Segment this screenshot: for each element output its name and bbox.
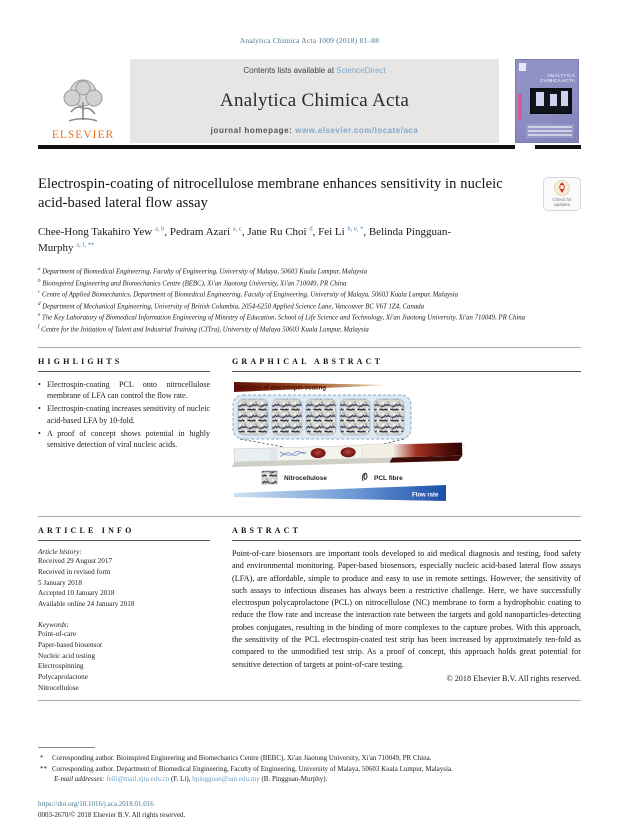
journal-header bbox=[38, 59, 581, 143]
highlights-heading: HIGHLIGHTS bbox=[38, 357, 123, 366]
journal-banner bbox=[130, 59, 499, 143]
elsevier-tree-icon bbox=[55, 76, 111, 128]
header-divider bbox=[38, 145, 581, 149]
email1-suffix: (F. Li), bbox=[169, 775, 193, 784]
homepage-line bbox=[211, 126, 419, 135]
article-history-label: Article history: bbox=[38, 548, 82, 556]
history-line: Received 29 August 2017 bbox=[38, 557, 113, 565]
flow-rate-label: Flow rate bbox=[412, 492, 439, 499]
history-line: Accepted 10 January 2018 bbox=[38, 589, 115, 598]
highlight-item: • Electrospin-coating increases sensitivity of nucleic acid-based LFA by 10-fold. bbox=[38, 403, 210, 425]
affiliation: $^a$ Department of Biomedical Engineering, Faculty of Engineering, University of Malaya, 50603 Kuala Lumpur, Malaysia bbox=[38, 267, 368, 276]
homepage-link[interactable]: www.elsevier.com/locate/aca bbox=[295, 126, 419, 135]
affiliation: $^c$ Centre of Applied Biomechanics, Department of Biomedical Engineering, Faculty of Engineering, University of Malaya, 50603 Kuala Lumpur, Malaysia bbox=[38, 290, 458, 299]
email-label: E-mail addresses: bbox=[54, 775, 107, 784]
issn-copyright: 0003-2670/© 2018 Elsevier B.V. All rights reserved. bbox=[38, 810, 186, 819]
ga-legend bbox=[262, 471, 403, 484]
lfa-strip bbox=[232, 442, 466, 468]
black-bar-cover bbox=[535, 145, 581, 149]
email2-suffix: (B. Pingguan-Murphy). bbox=[259, 775, 328, 784]
abstract-rule bbox=[232, 540, 581, 541]
keyword: Electrospinning bbox=[38, 662, 84, 671]
highlight-item: • A proof of concept shows potential in highly sensitive detection of viral nucleic acids. bbox=[38, 428, 210, 450]
history-line: 5 January 2018 bbox=[38, 578, 82, 587]
doi-link[interactable]: https://doi.org/10.1016/j.aca.2018.01.016 bbox=[38, 800, 154, 809]
check-updates-icon bbox=[554, 180, 570, 196]
graphical-abstract-rule bbox=[232, 371, 581, 372]
article-info-heading: ARTICLE INFO bbox=[38, 526, 135, 535]
nitrocellulose-label: Nitrocellulose bbox=[284, 475, 327, 482]
check-updates-label: Check for updates bbox=[552, 197, 572, 208]
duration-arrow-label: Duration of electrospin-coating bbox=[237, 385, 327, 392]
keyword: Polycaprolactone bbox=[38, 673, 88, 682]
keyword: Point-of-care bbox=[38, 629, 76, 638]
cover-bottom-band bbox=[526, 124, 574, 138]
author-list bbox=[38, 224, 458, 257]
keyword: Paper-based biosensor bbox=[38, 640, 103, 649]
footnote-rule bbox=[38, 747, 95, 748]
keyword: Nitrocellulose bbox=[38, 683, 79, 692]
article-title: Electrospin-coating of nitrocellulose membrane enhances sensitivity in nucleic acid-based lateral flow assay bbox=[38, 176, 503, 211]
cover-title: ANALYTICA CHIMICA ACTA bbox=[539, 73, 575, 84]
history-line: Available online 24 January 2018 bbox=[38, 600, 135, 609]
black-bar-main bbox=[38, 145, 515, 149]
elsevier-logo[interactable] bbox=[38, 59, 128, 143]
affiliation: $^f$ Centre for the Initiation of Talent and Industrial Training (CITra), University of Malaya 50603 Kuala Lumpur, Malaysia bbox=[38, 324, 369, 333]
elsevier-wordmark: ELSEVIER bbox=[51, 129, 115, 141]
cover-artwork bbox=[530, 88, 572, 114]
graphical-abstract-figure bbox=[232, 379, 581, 508]
journal-title: Analytica Chimica Acta bbox=[219, 89, 410, 111]
author: Fei Li $^{b, e, *}$, bbox=[318, 225, 369, 238]
sciencedirect-link[interactable]: ScienceDirect bbox=[336, 66, 386, 75]
contents-prefix: Contents lists available at bbox=[243, 66, 337, 75]
corresponding-author-note-1: * Corresponding author. Bioinspired Engineering and Biomechanics Centre (BEBC), Xi'an Jiaotong University, Xi'an 710049, PR China. bbox=[40, 753, 432, 762]
contents-line bbox=[243, 66, 385, 75]
abstract-text: Point-of-care biosensors are important tools developed to aid medical diagnosis and testing, food safety and environmental monitoring. Paper-based biosensors, especially nucleic acid-based lateral flow assays (LFA), are affordable, simple to produce and easy to use in remote settings. However, the sensitivity of such assays to infectious diseases has always been a restrictive challenge. Here, we have successfully electrospun polycaprolactone (PCL) on nitrocellulose (NC) membrane to form a hydrophobic coating to reduce the flow rate and increase the interaction rate between the targets and gold nanoparticles-detecting probes conjugates, resulting in the binding of more complexes to the capture probes. With this approach, the sensitivity of the PCL electrospin-coated test strip has been increased by approximately ten-fold as compared to the unmodified test strip. As a proof of concept, this approach holds great potential for sensitive detection of targets at point-of-care testing. bbox=[232, 549, 581, 669]
corresponding-author-note-2: ** Corresponding author. Department of Biomedical Engineering, Faculty of Engineering, University of Malaya, 50603 Kuala Lumpur, Malaysia. bbox=[40, 764, 453, 773]
email-link-bpingguan[interactable]: bpingguan@um.edu.my bbox=[192, 775, 260, 784]
affiliation-list bbox=[38, 266, 581, 335]
section-divider bbox=[38, 347, 581, 348]
pcl-fibre-label: PCL fibre bbox=[374, 475, 403, 482]
footnotes bbox=[38, 753, 581, 786]
cover-pink-stripe bbox=[518, 94, 522, 120]
highlight-item: • Electrospin-coating PCL onto nitrocellulose membrane of LFA can control the flow rate. bbox=[38, 379, 210, 401]
pcl-fibre-icon bbox=[363, 473, 367, 481]
check-for-updates-button[interactable] bbox=[543, 177, 581, 211]
journal-citation: Analytica Chimica Acta 1009 (2018) 81–88 bbox=[239, 36, 380, 45]
doi-block bbox=[38, 799, 581, 820]
keyword: Nucleic acid testing bbox=[38, 651, 96, 660]
author: Jane Ru Choi $^d$, bbox=[247, 225, 319, 238]
journal-cover-image bbox=[515, 59, 579, 143]
history-line: Received in revised form bbox=[38, 567, 111, 576]
graphical-abstract-heading: GRAPHICAL ABSTRACT bbox=[232, 357, 384, 366]
keywords-label: Keywords: bbox=[38, 620, 69, 629]
affiliation: $^e$ The Key Laboratory of Biomedical Information Engineering of Ministry of Education, School of Life Science and Technology, Xi'an Jiaotong University, Xi'an 710049, PR China bbox=[38, 313, 526, 322]
author: Belinda Pingguan-Murphy $^{a, f, **}$ bbox=[38, 225, 452, 255]
affiliation: $^d$ Department of Mechanical Engineering, University of British Columbia, 2054-6250 Applied Science Lane, Vancouver BC V6T 1Z4, Canada bbox=[38, 301, 425, 310]
article-info-rule bbox=[38, 540, 210, 541]
abstract-heading: ABSTRACT bbox=[232, 526, 302, 535]
email-link-feili[interactable]: feili@mail.xjtu.edu.cn bbox=[106, 775, 170, 784]
cover-elsevier-mark bbox=[519, 63, 526, 71]
author: Chee-Hong Takahiro Yew $^{a, b}$, bbox=[38, 225, 170, 238]
connector-line bbox=[240, 439, 284, 447]
email-addresses-line bbox=[38, 774, 581, 785]
author: Pedram Azari $^{a, c}$, bbox=[169, 225, 248, 238]
highlights-list bbox=[38, 379, 210, 450]
affiliation: $^b$ Bioinspired Engineering and Biomechanics Centre (BEBC), Xi'an Jiaotong University, Xi'an 710049, PR China bbox=[38, 278, 347, 287]
abstract-copyright: © 2018 Elsevier B.V. All rights reserved. bbox=[446, 673, 581, 683]
homepage-label: journal homepage: bbox=[210, 126, 296, 135]
nitrocellulose-swatch-icon bbox=[262, 471, 277, 484]
section-divider bbox=[38, 516, 581, 517]
sem-tiles bbox=[238, 399, 404, 435]
journal-cover[interactable] bbox=[515, 59, 581, 143]
highlights-rule bbox=[38, 371, 210, 372]
